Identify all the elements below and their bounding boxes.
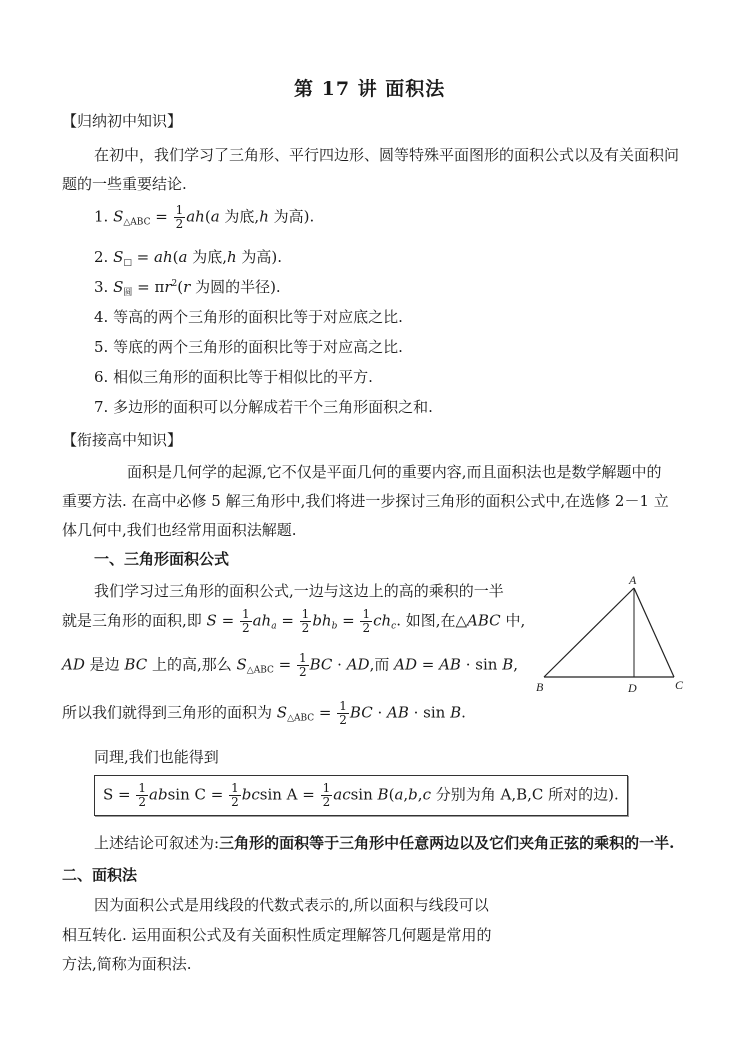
conclusion-prefix: 上述结论可叙述为: bbox=[94, 834, 220, 852]
side-ab bbox=[544, 588, 634, 677]
side-ac bbox=[634, 588, 674, 677]
formula-3: 3. $S_圆 = \pi r^2(r$ 为圆的半径). bbox=[94, 278, 281, 298]
triangle-text-2: 就是三角形的面积,即 S = $\frac{1}{2}$ $ah_a$ = $\frac{1}{2}$ $bh_b$ = $\frac{1}{2}$ $ch_c$. 如图,在△ABC 中, bbox=[62, 607, 526, 635]
item-6: 6. 相似三角形的面积比等于相似比的平方. bbox=[94, 368, 373, 386]
intro-line-2: 题的一些重要结论. bbox=[62, 175, 187, 193]
vertex-label-d: D bbox=[628, 681, 637, 695]
vertex-label-b: B bbox=[536, 680, 544, 694]
intro-line-1: 在初中，我们学习了三角形、平行四边形、圆等特殊平面图形的面积公式以及有关面积问 bbox=[94, 146, 680, 164]
subsection-heading-1: 一、三角形面积公式 bbox=[94, 550, 230, 568]
formula-2: 2. $S_□ = ah(a$ 为底,h 为高). bbox=[94, 248, 283, 268]
formula-1: 1. $S_{\triangle ABC}$ = $\frac{1}{2}$ ah(a 为底,h 为高). bbox=[94, 203, 315, 231]
subsection-heading-2: 二、面积法 bbox=[62, 866, 138, 884]
conclusion-bold: 三角形的面积等于三角形中任意两边以及它们夹角正弦的乘积的一半. bbox=[219, 834, 675, 852]
triangle-text-3: AD 是边 BC 上的高,那么 $S_{\triangle ABC}$ = $\frac{1}{2}$ BC · AD,而 AD = AB · sin B, bbox=[62, 651, 518, 679]
vertex-label-a: A bbox=[629, 573, 637, 587]
item-4: 4. 等高的两个三角形的面积比等于对应底之比. bbox=[94, 308, 403, 326]
area-method-line-2: 相互转化. 运用面积公式及有关面积性质定理解答几何题是常用的 bbox=[62, 926, 492, 944]
page-title: 第 17 讲 面积法 bbox=[294, 78, 446, 100]
triangle-text-4: 所以我们就得到三角形的面积为 $S_{\triangle ABC}$ = $\frac{1}{2}$ BC · AB · sin B. bbox=[62, 699, 466, 727]
vertex-label-c: C bbox=[675, 678, 684, 692]
same-reason-text: 同理,我们也能得到 bbox=[94, 748, 219, 766]
area-method-line-3: 方法,简称为面积法. bbox=[62, 955, 192, 973]
senior-para-2: 重要方法. 在高中必修 5 解三角形中,我们将进一步探讨三角形的面积公式中,在选修 2－1 立 bbox=[62, 492, 669, 510]
item-5: 5. 等底的两个三角形的面积比等于对应高之比. bbox=[94, 338, 403, 356]
senior-para-1: 面积是几何学的起源,它不仅是平面几何的重要内容,而且面积法也是数学解题中的 bbox=[127, 463, 662, 481]
triangle-text-1: 我们学习过三角形的面积公式,一边与这边上的高的乘积的一半 bbox=[94, 582, 504, 600]
boxed-formula: S = $\frac{1}{2}$ absin C = $\frac{1}{2}$ bcsin A = $\frac{1}{2}$ acsin B(a,b,c 分别为角 A,B,C 所对的边). bbox=[94, 775, 628, 816]
area-method-line-1: 因为面积公式是用线段的代数式表示的,所以面积与线段可以 bbox=[94, 896, 489, 914]
conclusion-text bbox=[94, 832, 674, 853]
senior-para-3: 体几何中,我们也经常用面积法解题. bbox=[62, 521, 297, 539]
item-7: 7. 多边形的面积可以分解成若干个三角形面积之和. bbox=[94, 398, 433, 416]
triangle-diagram bbox=[530, 568, 700, 698]
section-heading-senior: 【衔接高中知识】 bbox=[62, 431, 183, 449]
section-heading-junior: 【归纳初中知识】 bbox=[62, 112, 183, 130]
